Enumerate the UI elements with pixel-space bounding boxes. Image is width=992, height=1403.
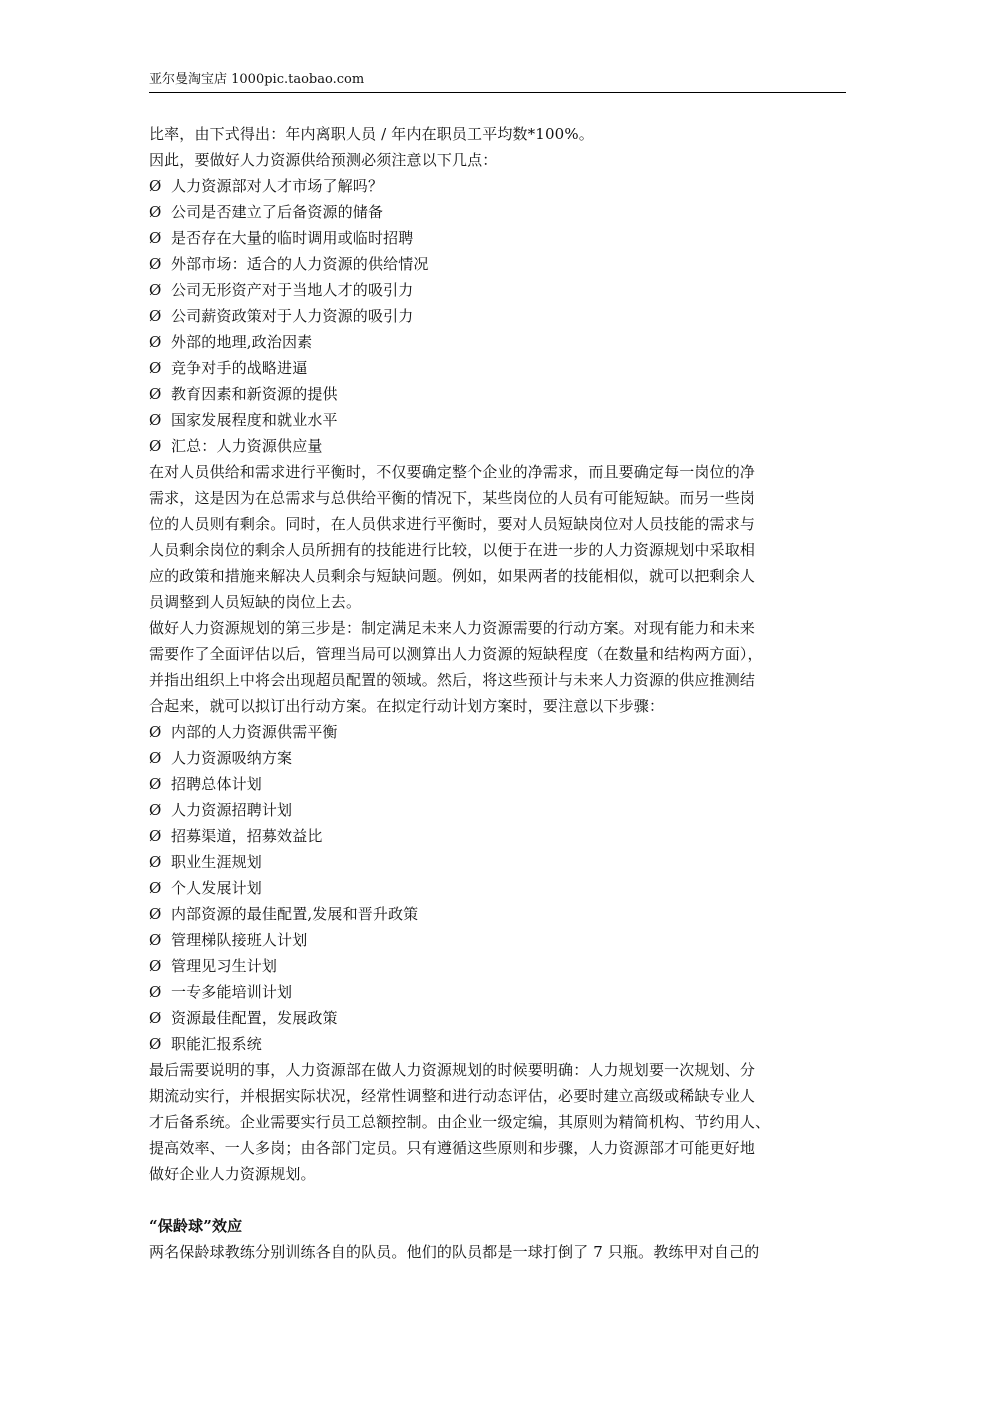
- list-item: Ø 公司薪资政策对于人力资源的吸引力: [149, 303, 846, 329]
- text-line: 合起来，就可以拟订出行动方案。在拟定行动计划方案时，要注意以下步骤：: [149, 697, 665, 715]
- bullet-mark: Ø: [149, 307, 162, 325]
- bullet-mark: Ø: [149, 905, 162, 923]
- bullet-mark: Ø: [149, 931, 162, 949]
- bullet-mark: Ø: [149, 203, 162, 221]
- lines-top: [149, 121, 846, 173]
- list-item: Ø 公司是否建立了后备资源的储备: [149, 199, 846, 225]
- bullet-mark: Ø: [149, 255, 162, 273]
- list-item: Ø 招聘总体计划: [149, 771, 846, 797]
- page-header: [149, 72, 846, 93]
- text-line: 两名保龄球教练分别训练各自的队员。他们的队员都是一球打倒了 7 只瓶。教练甲对自己的: [149, 1243, 760, 1261]
- header-text: 亚尔曼淘宝店 1000pic.taobao.com: [149, 72, 365, 87]
- text-line: 做好人力资源规划的第三步是：制定满足未来人力资源需要的行动方案。对现有能力和未来: [149, 619, 756, 637]
- document-body: [149, 121, 846, 1265]
- list-item: Ø 竞争对手的战略进逼: [149, 355, 846, 381]
- list-item: Ø 内部的人力资源供需平衡: [149, 719, 846, 745]
- text-line: 才后备系统。企业需要实行员工总额控制。由企业一级定编，其原则为精简机构、节约用人、: [149, 1113, 771, 1131]
- list-item: Ø 外部的地理,政治因素: [149, 329, 846, 355]
- section-title: “保龄球”效应: [149, 1217, 243, 1235]
- bullet-mark: Ø: [149, 853, 162, 871]
- bullet-mark: Ø: [149, 1035, 162, 1053]
- bullet-mark: Ø: [149, 359, 162, 377]
- bullet-mark: Ø: [149, 437, 162, 455]
- bullet-mark: Ø: [149, 827, 162, 845]
- list-item: Ø 一专多能培训计划: [149, 979, 846, 1005]
- list-item: Ø 管理见习生计划: [149, 953, 846, 979]
- bullet-mark: Ø: [149, 749, 162, 767]
- bullet-mark: Ø: [149, 957, 162, 975]
- list-item: Ø 内部资源的最佳配置,发展和晋升政策: [149, 901, 846, 927]
- paragraph-final: [149, 1057, 846, 1187]
- text-line: 位的人员则有剩余。同时，在人员供求进行平衡时，要对人员短缺岗位对人员技能的需求与: [149, 515, 756, 533]
- text-line: 需求，这是因为在总需求与总供给平衡的情况下，某些岗位的人员有可能短缺。而另一些岗: [149, 489, 756, 507]
- bullet-list-supply: [149, 173, 846, 459]
- list-item: Ø 个人发展计划: [149, 875, 846, 901]
- text-line: 需要作了全面评估以后，管理当局可以测算出人力资源的短缺程度（在数量和结构两方面），: [149, 645, 763, 663]
- text-line: 应的政策和措施来解决人员剩余与短缺问题。例如，如果两者的技能相似，就可以把剩余人: [149, 567, 756, 585]
- bullet-mark: Ø: [149, 177, 162, 195]
- bullet-list-actions: [149, 719, 846, 1057]
- text-line: 做好企业人力资源规划。: [149, 1165, 316, 1183]
- list-item: Ø 资源最佳配置，发展政策: [149, 1005, 846, 1031]
- list-item: Ø 招募渠道，招募效益比: [149, 823, 846, 849]
- text-line: 最后需要说明的事，人力资源部在做人力资源规划的时候要明确：人力规划要一次规划、分: [149, 1061, 756, 1079]
- paragraph-bowling: [149, 1239, 846, 1265]
- bullet-mark: Ø: [149, 775, 162, 793]
- list-item: Ø 汇总：人力资源供应量: [149, 433, 846, 459]
- list-item: Ø 教育因素和新资源的提供: [149, 381, 846, 407]
- bullet-mark: Ø: [149, 411, 162, 429]
- text-line: 在对人员供给和需求进行平衡时，不仅要确定整个企业的净需求，而且要确定每一岗位的净: [149, 463, 756, 481]
- bullet-mark: Ø: [149, 281, 162, 299]
- list-item: Ø 管理梯队接班人计划: [149, 927, 846, 953]
- text-line: 提高效率、一人多岗；由各部门定员。只有遵循这些原则和步骤，人力资源部才可能更好地: [149, 1139, 756, 1157]
- spacer: [149, 1187, 846, 1213]
- list-item: Ø 人力资源招聘计划: [149, 797, 846, 823]
- bullet-mark: Ø: [149, 333, 162, 351]
- text-line: 期流动实行，并根据实际状况，经常性调整和进行动态评估，必要时建立高级或稀缺专业人: [149, 1087, 756, 1105]
- list-item: Ø 公司无形资产对于当地人才的吸引力: [149, 277, 846, 303]
- bullet-mark: Ø: [149, 723, 162, 741]
- list-item: Ø 外部市场：适合的人力资源的供给情况: [149, 251, 846, 277]
- text-line: 人员剩余岗位的剩余人员所拥有的技能进行比较，以便于在进一步的人力资源规划中采取相: [149, 541, 756, 559]
- bullet-mark: Ø: [149, 1009, 162, 1027]
- text-line: 员调整到人员短缺的岗位上去。: [149, 593, 362, 611]
- bullet-mark: Ø: [149, 229, 162, 247]
- list-item: Ø 国家发展程度和就业水平: [149, 407, 846, 433]
- bullet-mark: Ø: [149, 879, 162, 897]
- list-item: Ø 是否存在大量的临时调用或临时招聘: [149, 225, 846, 251]
- bullet-mark: Ø: [149, 385, 162, 403]
- paragraph-step3: [149, 615, 846, 719]
- paragraph-balance: [149, 459, 846, 615]
- text-line: 并指出组织上中将会出现超员配置的领域。然后，将这些预计与未来人力资源的供应推测结: [149, 671, 756, 689]
- list-item: Ø 职能汇报系统: [149, 1031, 846, 1057]
- bullet-mark: Ø: [149, 801, 162, 819]
- bullet-mark: Ø: [149, 983, 162, 1001]
- text-line: 比率，由下式得出：年内离职人员 / 年内在职员工平均数*100%。: [149, 125, 594, 143]
- text-line: 因此，要做好人力资源供给预测必须注意以下几点：: [149, 151, 498, 169]
- list-item: Ø 人力资源部对人才市场了解吗？: [149, 173, 846, 199]
- list-item: Ø 职业生涯规划: [149, 849, 846, 875]
- list-item: Ø 人力资源吸纳方案: [149, 745, 846, 771]
